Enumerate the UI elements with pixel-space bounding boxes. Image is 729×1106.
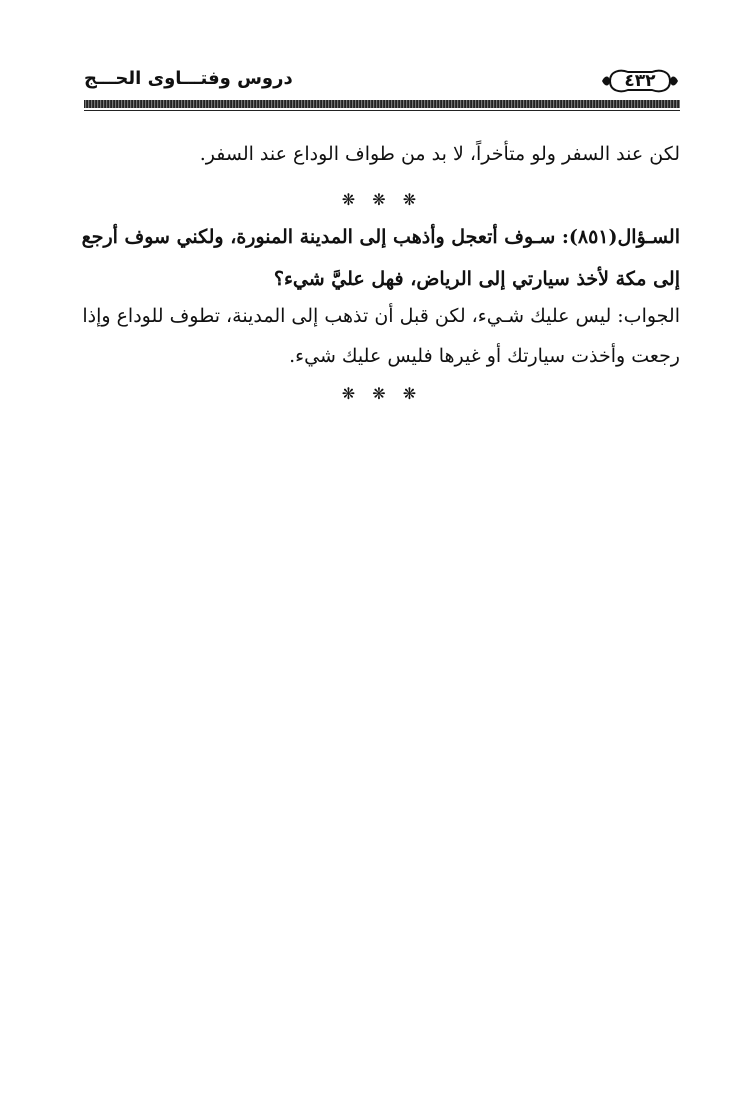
answer-line: الجواب: ليس عليك شـيء، لكن قبل أن تذهب إلى المدينة، تطوف للوداع وإذا — [82, 305, 680, 327]
question-paragraph — [81, 216, 680, 300]
answer-paragraph — [84, 296, 680, 376]
section-separator: ❋ ❋ ❋ — [341, 384, 423, 403]
answer-line: رجعت وأخذت سيارتك أو غيرها فليس عليك شيء. — [289, 345, 680, 367]
running-title: دروس وفتـــاوى الحـــج — [84, 68, 293, 89]
page-number-frame — [600, 66, 680, 96]
continuation-paragraph — [84, 134, 680, 174]
text-line: لكن عند السفر ولو متأخراً، لا بد من طواف الوداع عند السفر. — [199, 143, 680, 165]
question-line: السـؤال(٨٥١): سـوف أتعجل وأذهب إلى المدينة المنورة، ولكني سوف أرجع — [81, 226, 680, 248]
page-header — [84, 62, 680, 108]
page-number: ٤٣٢ — [624, 71, 656, 91]
section-separator: ❋ ❋ ❋ — [341, 190, 423, 209]
question-line: إلى مكة لأخذ سيارتي إلى الرياض، فهل عليَّ شيء؟ — [273, 268, 680, 290]
header-divider — [84, 100, 680, 108]
